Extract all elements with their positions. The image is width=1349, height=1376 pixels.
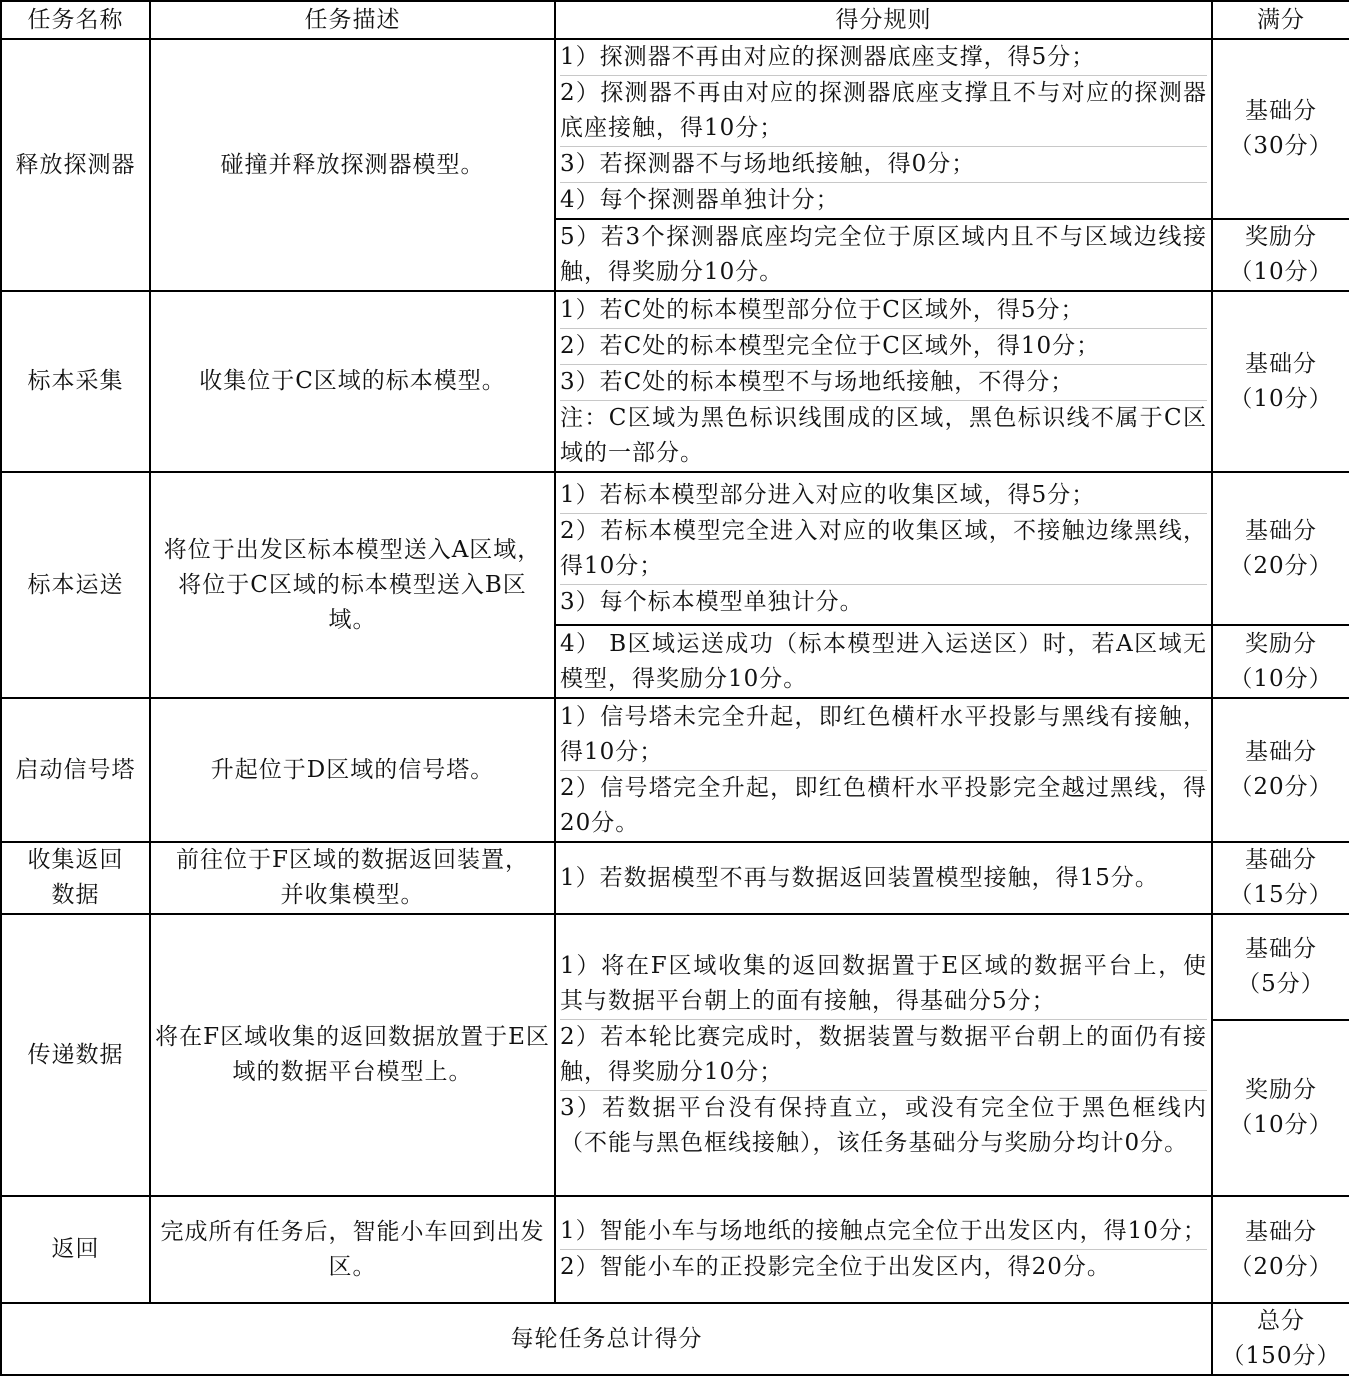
score-type: 基础分	[1245, 847, 1317, 873]
rule-item: 4） B区域运送成功（标本模型进入运送区）时，若A区域无模型，得奖励分10分。	[560, 630, 1207, 692]
rule-note: 注：C区域为黑色标识线围成的区域，黑色标识线不属于C区域的一部分。	[560, 404, 1207, 466]
task-rules-bonus	[555, 625, 1212, 698]
score-type: 奖励分	[1245, 224, 1317, 250]
task-rules-bonus	[555, 219, 1212, 291]
rule-item: 1）将在F区域收集的返回数据置于E区域的数据平台上，使其与数据平台朝上的面有接触，得基础分5分；	[560, 949, 1207, 1020]
table-row	[1, 291, 1349, 472]
score-type: 基础分	[1245, 350, 1317, 377]
score-type: 总分	[1257, 1308, 1305, 1334]
task-rules	[555, 698, 1212, 842]
header-task-desc: 任务描述	[150, 1, 555, 39]
max-score-basic	[1212, 914, 1349, 1020]
max-score-basic	[1212, 39, 1349, 219]
header-max-score: 满分	[1212, 1, 1349, 39]
score-type: 基础分	[1245, 517, 1317, 544]
task-description: 将位于出发区标本模型送入A区域，将位于C区域的标本模型送入B区域。	[150, 472, 555, 698]
task-description: 收集位于C区域的标本模型。	[150, 291, 555, 472]
rule-item: 1）若C处的标本模型部分位于C区域外，得5分；	[560, 293, 1207, 329]
total-score	[1212, 1303, 1349, 1375]
task-rules	[555, 842, 1212, 914]
max-score-basic	[1212, 1196, 1349, 1303]
rule-item: 2）智能小车的正投影完全位于出发区内，得20分。	[560, 1254, 1111, 1280]
score-value: （5分）	[1237, 971, 1325, 997]
table-row	[1, 39, 1349, 219]
header-task-name: 任务名称	[1, 1, 150, 39]
task-rules	[555, 914, 1212, 1196]
header-row	[1, 1, 1349, 39]
max-score-bonus	[1212, 219, 1349, 291]
rule-item: 2）信号塔完全升起，即红色横杆水平投影完全越过黑线，得20分。	[560, 774, 1207, 836]
max-score-basic	[1212, 842, 1349, 914]
score-type: 奖励分	[1245, 630, 1317, 657]
score-value: （20分）	[1229, 552, 1333, 579]
max-score-bonus	[1212, 1020, 1349, 1196]
rule-item: 2）若标本模型完全进入对应的收集区域，不接触边缘黑线，得10分；	[560, 514, 1207, 585]
score-value: （30分）	[1229, 133, 1333, 159]
task-name: 标本采集	[1, 291, 150, 472]
rule-item: 1）若标本模型部分进入对应的收集区域，得5分；	[560, 478, 1207, 514]
rule-item: 3）若C处的标本模型不与场地纸接触，不得分；	[560, 365, 1207, 401]
rule-item: 5）若3个探测器底座均完全位于原区域内且不与区域边线接触，得奖励分10分。	[560, 224, 1207, 285]
task-rules	[555, 1196, 1212, 1303]
table-row	[1, 1196, 1349, 1303]
rule-item: 1）信号塔未完全升起，即红色横杆水平投影与黑线有接触，得10分；	[560, 700, 1207, 771]
table-row	[1, 698, 1349, 842]
score-value: （150分）	[1221, 1343, 1341, 1369]
task-name: 启动信号塔	[1, 698, 150, 842]
task-description: 完成所有任务后，智能小车回到出发区。	[150, 1196, 555, 1303]
rule-item: 3）若探测器不与场地纸接触，得0分；	[560, 147, 1207, 183]
score-value: （10分）	[1229, 1112, 1333, 1138]
task-name: 收集返回数据	[1, 842, 150, 914]
score-value: （10分）	[1229, 665, 1333, 692]
task-name: 传递数据	[1, 914, 150, 1196]
max-score-bonus	[1212, 625, 1349, 698]
max-score-basic	[1212, 472, 1349, 625]
task-description: 升起位于D区域的信号塔。	[150, 698, 555, 842]
total-row	[1, 1303, 1349, 1375]
score-value: （10分）	[1229, 259, 1333, 285]
score-value: （20分）	[1229, 1253, 1333, 1280]
task-rules	[555, 472, 1212, 625]
table-row	[1, 842, 1349, 914]
rule-item: 1）若数据模型不再与数据返回装置模型接触，得15分。	[560, 864, 1159, 891]
table-row	[1, 472, 1349, 625]
score-type: 奖励分	[1245, 1077, 1317, 1103]
task-description: 将在F区域收集的返回数据放置于E区域的数据平台模型上。	[150, 914, 555, 1196]
score-type: 基础分	[1245, 739, 1317, 765]
rule-item: 3）每个标本模型单独计分。	[560, 588, 864, 615]
task-rules	[555, 291, 1212, 472]
max-score-basic	[1212, 291, 1349, 472]
score-type: 基础分	[1245, 936, 1317, 962]
rule-item: 4）每个探测器单独计分；	[560, 187, 840, 213]
task-description: 碰撞并释放探测器模型。	[150, 39, 555, 291]
header-scoring-rules: 得分规则	[555, 1, 1212, 39]
max-score-basic	[1212, 698, 1349, 842]
task-name: 返回	[1, 1196, 150, 1303]
score-value: （10分）	[1229, 385, 1333, 412]
task-description: 前往位于F区域的数据返回装置，并收集模型。	[150, 842, 555, 914]
rule-item: 2）若C处的标本模型完全位于C区域外，得10分；	[560, 329, 1207, 365]
rule-item: 1）探测器不再由对应的探测器底座支撑，得5分；	[560, 40, 1207, 76]
rule-item: 2）探测器不再由对应的探测器底座支撑且不与对应的探测器底座接触，得10分；	[560, 76, 1207, 147]
score-value: （15分）	[1229, 882, 1333, 908]
score-type: 基础分	[1245, 98, 1317, 124]
task-name: 标本运送	[1, 472, 150, 698]
task-rules	[555, 39, 1212, 219]
rule-item: 2）若本轮比赛完成时，数据装置与数据平台朝上的面仍有接触，得奖励分10分；	[560, 1020, 1207, 1091]
task-name: 释放探测器	[1, 39, 150, 291]
table-row	[1, 914, 1349, 1020]
score-value: （20分）	[1229, 774, 1333, 800]
rule-item: 1）智能小车与场地纸的接触点完全位于出发区内，得10分；	[560, 1214, 1207, 1250]
score-type: 基础分	[1245, 1218, 1317, 1245]
rule-item: 3）若数据平台没有保持直立，或没有完全位于黑色框线内（不能与黑色框线接触），该任务基础分与奖励分均计0分。	[560, 1095, 1207, 1156]
total-label: 每轮任务总计得分	[1, 1303, 1212, 1375]
